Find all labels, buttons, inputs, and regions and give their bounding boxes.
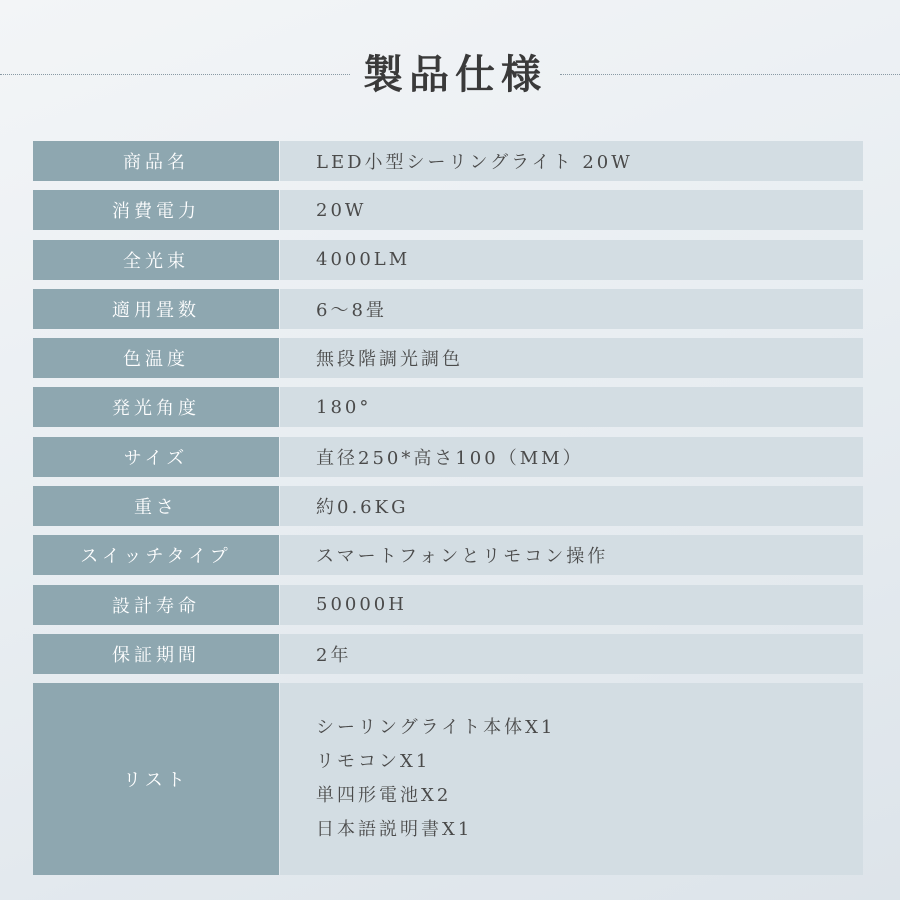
spec-label: 色温度 [33,338,279,378]
spec-value: 20W [280,190,863,230]
spec-row-size [33,437,863,477]
spec-label: 適用畳数 [33,289,279,329]
spec-value: 50000H [280,585,863,625]
spec-row-color-temperature [33,338,863,378]
spec-value: LED小型シーリングライト 20W [280,141,863,181]
list-item: リモコンX1 [316,751,431,773]
spec-label: 設計寿命 [33,585,279,625]
spec-value: 直径250*高さ100（MM） [280,437,863,477]
spec-value: 2年 [280,634,863,674]
spec-row-luminous-flux [33,240,863,280]
spec-label: 商品名 [33,141,279,181]
spec-label: スイッチタイプ [33,535,279,575]
spec-label: 保証期間 [33,634,279,674]
title-divider-left [0,74,350,75]
spec-label: 重さ [33,486,279,526]
spec-row-room-size [33,289,863,329]
spec-value: 6～8畳 [280,289,863,329]
list-item: 日本語説明書X1 [316,819,473,841]
spec-label: サイズ [33,437,279,477]
spec-label: リスト [33,683,279,875]
spec-label: 全光束 [33,240,279,280]
spec-row-lifespan [33,585,863,625]
title-area [0,40,900,110]
spec-row-product-name [33,141,863,181]
spec-label: 発光角度 [33,387,279,427]
spec-label: 消費電力 [33,190,279,230]
title-divider-right [560,74,900,75]
list-item: シーリングライト本体X1 [316,717,556,739]
spec-value: 無段階調光調色 [280,338,863,378]
list-item: 単四形電池X2 [316,785,452,807]
spec-value: スマートフォンとリモコン操作 [280,535,863,575]
spec-row-package-list [33,683,863,875]
page-title: 製品仕様 [363,51,547,98]
spec-row-power [33,190,863,230]
spec-row-beam-angle [33,387,863,427]
spec-value: 180° [280,387,863,427]
package-list [280,683,863,875]
spec-value: 4000LM [280,240,863,280]
spec-table [33,141,863,875]
spec-row-weight [33,486,863,526]
spec-value: 約0.6KG [280,486,863,526]
spec-row-switch-type [33,535,863,575]
spec-row-warranty [33,634,863,674]
